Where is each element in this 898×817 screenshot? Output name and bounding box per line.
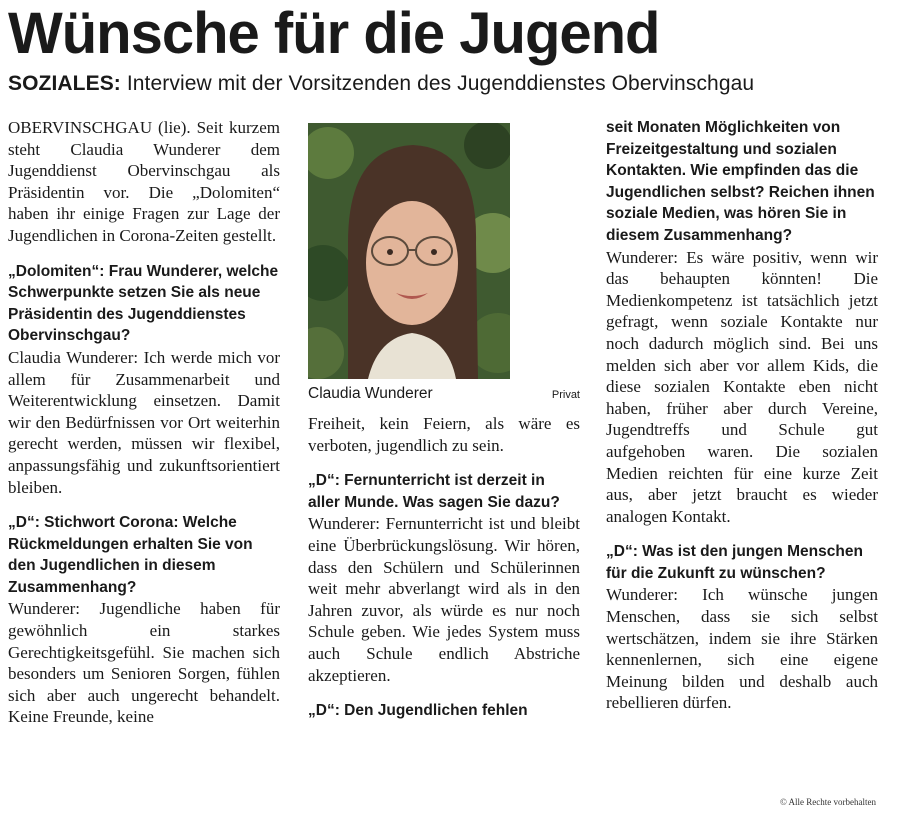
photo-caption-row: [308, 383, 580, 413]
question-4-continued: seit Monaten Möglichkeiten von Freizeitgestaltung und sozialen Kontakten. Wie empfinden das die Jugendlichen selbst? Reichen ihnen soziale Medien, was hören Sie in diesem Zusammenhang?: [606, 119, 875, 244]
answer-2: Wunderer: Jugendliche haben für gewöhnlich ein starkes Gerechtigkeitsgefühl. Sie machen sich besonders um Senioren Sorgen, fühlen sich aber auch ungerecht behandelt. Keine Freunde, keine: [8, 599, 280, 727]
answer-1: Claudia Wunderer: Ich werde mich vor allem für Zusammenarbeit und Weiterentwicklung einsetzen. Damit wir den Bedürfnissen vor Ort weiterhin gerecht werden, müssen wir flexibel, anpassungsfähig und zukunftsorientiert bleiben.: [8, 347, 280, 497]
column-3: [606, 117, 878, 714]
portrait-image: [308, 123, 510, 379]
question-3: „D“: Fernunterricht ist derzeit in aller Munde. Was sagen Sie dazu?: [308, 472, 560, 511]
question-1: „Dolomiten“: Frau Wunderer, welche Schwerpunkte setzen Sie als neue Präsidentin des Jugenddienstes Obervinschgau?: [8, 262, 279, 345]
rights-notice: © Alle Rechte vorbehalten: [779, 797, 876, 807]
answer-3: Wunderer: Fernunterricht ist und bleibt eine Überbrückungslösung. Wir hören, dass den Schülern und Schülerinnen weit mehr abverlangt wird als in den Jahren zuvor, als würde es nur noch Schule geben. Wie jedes System muss auch Schule endlich Abstriche akzeptieren.: [308, 514, 580, 685]
portrait-photo: [308, 123, 510, 379]
answer-4: Wunderer: Es wäre positiv, wenn wir das behaupten könnten! Die Medienkompetenz ist tatsächlich jetzt gefragt, wenn soziale Kontakte nur noch dadurch möglich sind. Bei uns melden sich aber vor allem Kids, die diese sozialen Kontakte eben nicht haben, früher aber durch Vereine, Jugendtreffs und Schule gut aufgehoben waren. Die sozialen Medien reichten für eine kurze Zeit aus, aber jetzt braucht es wieder analogen Kontakt.: [606, 247, 878, 526]
headline: Wünsche für die Jugend: [8, 1, 660, 66]
question-5: „D“: Was ist den jungen Menschen für die Zukunft zu wünschen?: [606, 543, 863, 582]
question-2: „D“: Stichwort Corona: Welche Rückmeldungen erhalten Sie von den Jugendlichen in diesem Zusammenhang?: [8, 514, 253, 596]
intro-paragraph: OBERVINSCHGAU (lie). Seit kurzem steht Claudia Wunderer dem Jugenddienst Obervinschgau als Präsidentin vor. Die „Dolomiten“ haben ihr einige Fragen zur Lage der Jugendlichen in Corona-Zeiten gestellt.: [8, 118, 280, 245]
photo-caption: Claudia Wunderer: [308, 385, 433, 402]
subheadline: [8, 70, 754, 98]
photo-credit: Privat: [551, 389, 580, 401]
column-1: [8, 117, 280, 728]
column-2: [308, 117, 580, 722]
kicker: SOZIALES:: [8, 72, 121, 95]
subheadline-text: Interview mit der Vorsitzenden des Jugenddienstes Obervinschgau: [120, 72, 755, 95]
answer-2-continued: Freiheit, kein Feiern, als wäre es verboten, jugendlich zu sein.: [308, 414, 580, 455]
answer-5: Wunderer: Ich wünsche jungen Menschen, dass sie sich selbst wertschätzen, indem sie ihre Stärken kennenlernen, sich eine eigene Meinung bilden und deshalb auch rebellieren dürfen.: [606, 585, 878, 713]
question-4-start: „D“: Den Jugendlichen fehlen: [308, 702, 528, 720]
